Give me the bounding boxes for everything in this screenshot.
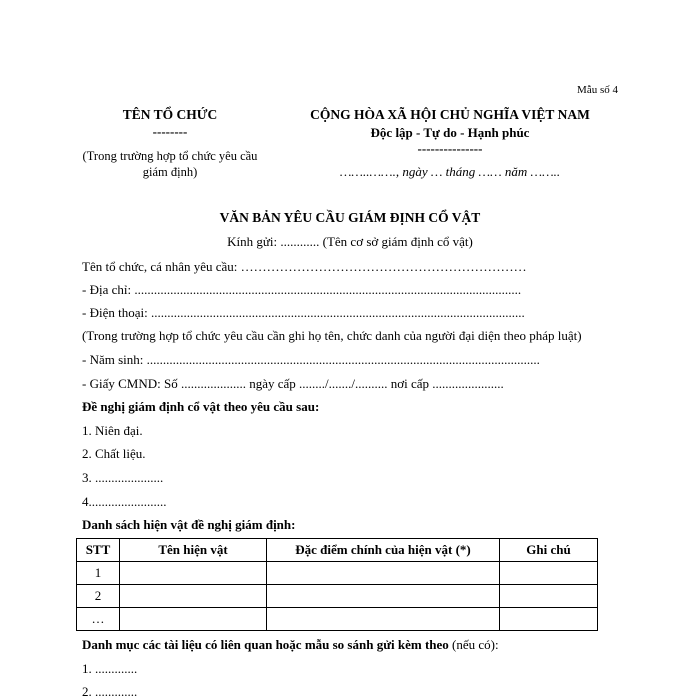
request-item: 2. Chất liệu. <box>82 446 146 461</box>
country-name: CỘNG HÒA XÃ HỘI CHỦ NGHĨA VIỆT NAM <box>310 107 590 122</box>
national-motto: Độc lập - Tự do - Hạnh phúc <box>370 125 530 140</box>
id-card-line: - Giấy CMND: Số .................... ngày cấp ......../......./.......... nơi cấp ...................... <box>82 376 504 391</box>
column-header-name: Tên hiện vật <box>120 539 267 562</box>
artifact-features-cell[interactable] <box>267 608 500 631</box>
table-row <box>77 608 598 631</box>
artifact-features-cell[interactable] <box>267 585 500 608</box>
document-title: VĂN BẢN YÊU CẦU GIÁM ĐỊNH CỔ VẬT <box>219 210 481 225</box>
artifact-list-heading: Danh sách hiện vật đề nghị giám định: <box>82 517 296 532</box>
column-header-notes: Ghi chú <box>500 539 598 562</box>
organization-header <box>70 106 270 180</box>
table-row <box>77 585 598 608</box>
organization-name: TÊN TỔ CHỨC <box>122 107 218 122</box>
artifact-notes-cell[interactable] <box>500 608 598 631</box>
table-header-row <box>77 539 598 562</box>
requester-name-line: Tên tổ chức, cá nhân yêu cầu: ………………………………………………………… <box>82 259 527 274</box>
column-header-stt: STT <box>77 539 120 562</box>
artifact-name-cell[interactable] <box>120 585 267 608</box>
row-number: … <box>77 608 120 631</box>
national-header <box>270 106 630 180</box>
request-heading: Đề nghị giám định cổ vật theo yêu cầu sau: <box>82 399 320 414</box>
attachments-heading <box>82 637 499 653</box>
birth-year-line: - Năm sinh: ......................................................................................................................... <box>82 352 540 367</box>
representative-note: (Trong trường hợp tổ chức yêu cầu cần ghi họ tên, chức danh của người đại diện theo pháp luật) <box>82 328 582 343</box>
artifact-name-cell[interactable] <box>120 608 267 631</box>
artifact-features-cell[interactable] <box>267 562 500 585</box>
form-number: Mẫu số 4 <box>577 84 618 96</box>
artifact-notes-cell[interactable] <box>500 562 598 585</box>
phone-line: - Điện thoại: ................................................................................................................... <box>82 305 525 320</box>
artifact-name-cell[interactable] <box>120 562 267 585</box>
address-line: - Địa chỉ: ....................................................................................................................... <box>82 282 522 297</box>
salutation: Kính gửi: ............ (Tên cơ sở giám định cổ vật) <box>227 234 473 249</box>
request-item: 4........................ <box>82 494 167 509</box>
place-date-line: ……..……., ngày … tháng …… năm …….. <box>339 164 561 179</box>
motto-divider: --------------- <box>417 141 483 156</box>
attachment-item: 2. ............. <box>82 684 138 699</box>
row-number: 1 <box>77 562 120 585</box>
request-item: 3. ..................... <box>82 470 164 485</box>
artifact-notes-cell[interactable] <box>500 585 598 608</box>
request-item: 1. Niên đại. <box>82 423 143 438</box>
row-number: 2 <box>77 585 120 608</box>
attachment-item: 1. ............. <box>82 661 138 676</box>
column-header-features: Đặc điểm chính của hiện vật (*) <box>267 539 500 562</box>
attachments-heading-note: (nếu có): <box>448 637 499 652</box>
artifact-table <box>76 538 598 631</box>
organization-note: (Trong trường hợp tổ chức yêu cầu giám định) <box>82 149 258 179</box>
table-row <box>77 562 598 585</box>
attachments-heading-bold: Danh mục các tài liệu có liên quan hoặc mẫu so sánh gửi kèm theo <box>82 637 449 652</box>
organization-divider: -------- <box>152 124 188 139</box>
